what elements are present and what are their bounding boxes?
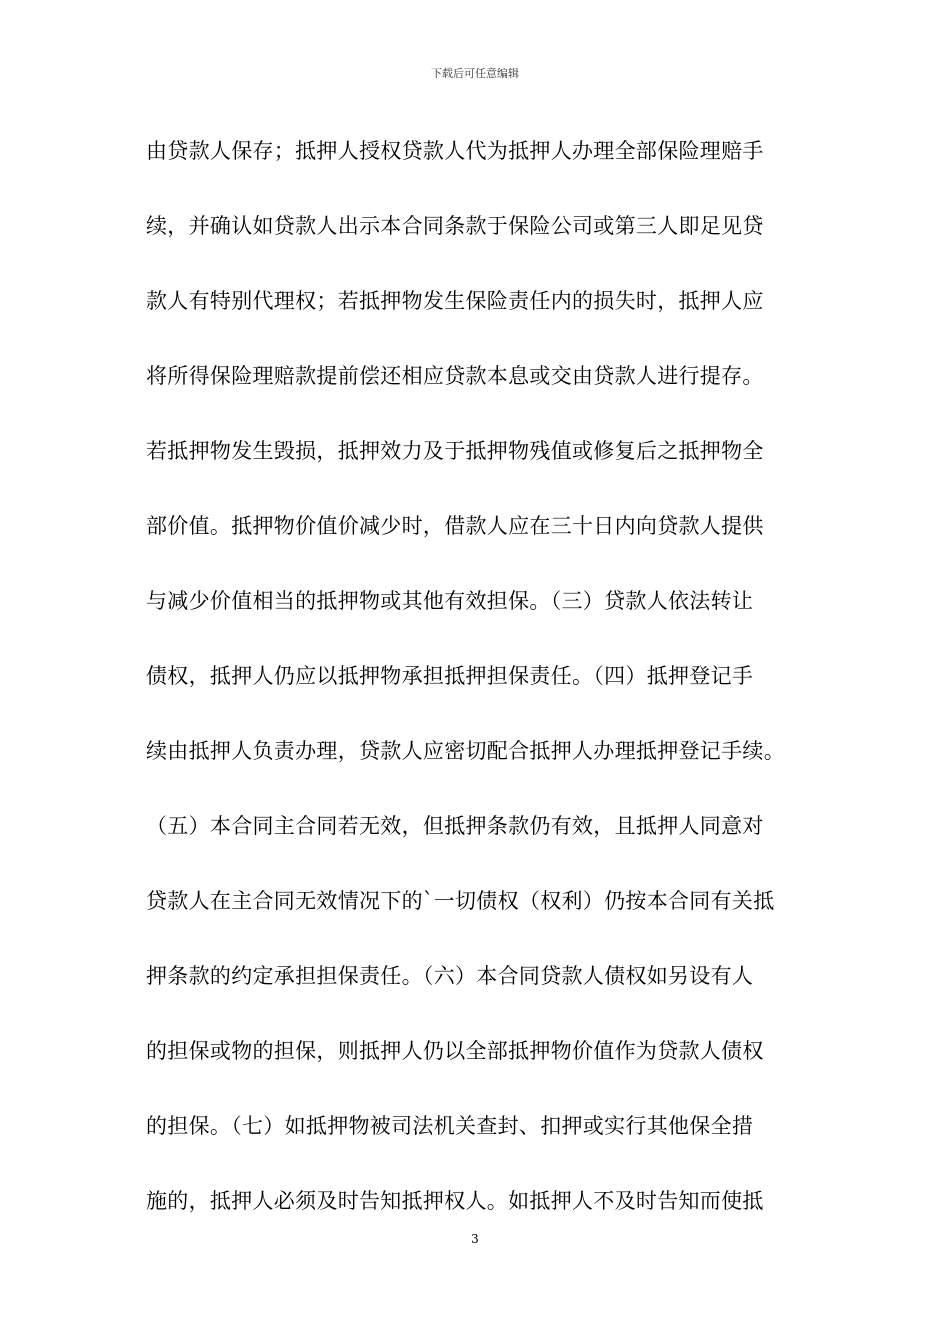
page-header: 下载后可任意编辑: [431, 67, 519, 80]
text-line-9: 续由抵押人负责办理，贷款人应密切配合抵押人办理抵押登记手续。: [146, 739, 785, 763]
text-line-5: 若抵押物发生毁损，抵押效力及于抵押物残值或修复后之抵押物全: [146, 439, 764, 463]
text-line-14: 的担保。（七）如抵押物被司法机关查封、扣押或实行其他保全措: [146, 1114, 754, 1138]
text-line-11: 贷款人在主合同无效情况下的`一切债权（权利）仍按本合同有关抵: [146, 889, 775, 913]
document-body: [146, 131, 826, 1256]
text-line-15: 施的，抵押人必须及时告知抵押权人。如抵押人不及时告知而使抵: [146, 1189, 764, 1213]
text-line-6: 部价值。抵押物价值价减少时，借款人应在三十日内向贷款人提供: [146, 514, 764, 538]
text-line-12: 押条款的约定承担担保责任。（六）本合同贷款人债权如另设有人: [146, 964, 754, 988]
text-line-13: 的担保或物的担保，则抵押人仍以全部抵押物价值作为贷款人债权: [146, 1039, 764, 1063]
page-number: 3: [471, 1232, 479, 1246]
text-line-10: （五）本合同主合同若无效，但抵押条款仍有效，且抵押人同意对: [146, 814, 764, 838]
text-line-2: 续，并确认如贷款人出示本合同条款于保险公司或第三人即足见贷: [146, 214, 764, 238]
text-line-7: 与减少价值相当的抵押物或其他有效担保。（三）贷款人依法转让: [146, 589, 754, 613]
text-line-3: 款人有特别代理权；若抵押物发生保险责任内的损失时，抵押人应: [146, 289, 764, 313]
text-line-8: 债权，抵押人仍应以抵押物承担抵押担保责任。（四）抵押登记手: [146, 664, 754, 688]
text-line-1: 由贷款人保存；抵押人授权贷款人代为抵押人办理全部保险理赔手: [146, 139, 764, 163]
text-line-4: 将所得保险理赔款提前偿还相应贷款本息或交由贷款人进行提存。: [146, 364, 764, 388]
